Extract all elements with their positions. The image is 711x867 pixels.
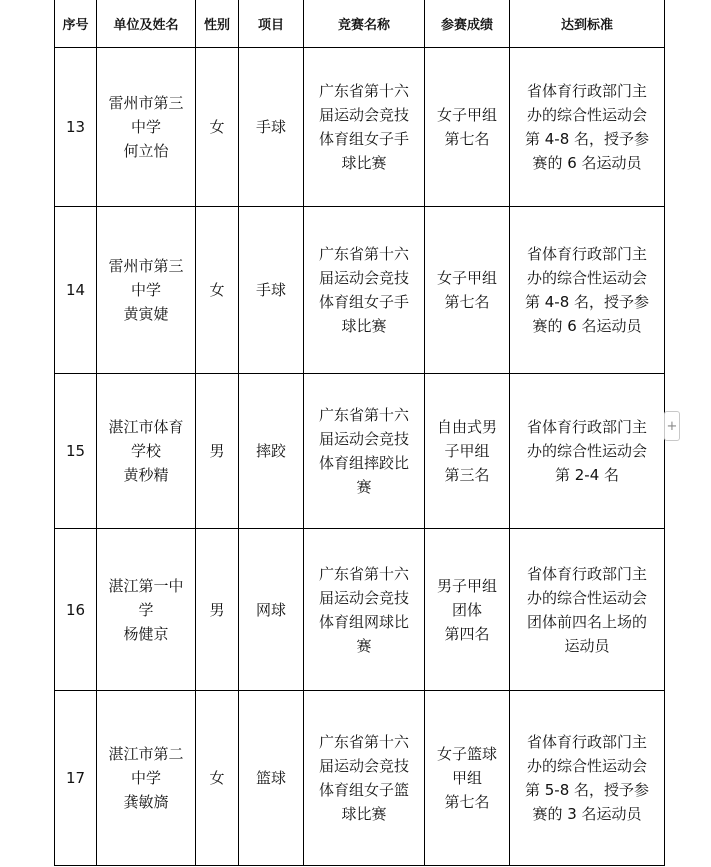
standard-line: 第 5-8 名，授予参 [524,781,650,799]
standard-line: 省体育行政部门主 [526,245,647,263]
standard-line: 省体育行政部门主 [526,418,647,436]
competition-line: 体育组网球比 [318,612,409,631]
header-event: 项目 [239,0,304,48]
unit-line: 学校 [130,442,161,460]
cell-standard [510,207,665,374]
table-row [55,374,665,529]
standard-line: 办的综合性运动会 [526,269,647,287]
athlete-name: 黄寅婕 [123,305,169,323]
result-line: 男子甲组 [436,576,497,595]
table-row [55,529,665,691]
cell-gender: 女 [196,691,239,866]
competition-line: 广东省第十六 [318,564,409,583]
standard-line: 团体前四名上场的 [526,612,647,631]
competition-line: 赛 [356,636,372,655]
standard-line: 赛的 3 名运动员 [532,805,642,823]
unit-line: 学 [138,600,154,619]
unit-line: 中学 [130,769,161,787]
result-line: 自由式男 [436,418,497,436]
standard-line: 省体育行政部门主 [526,564,647,583]
unit-line: 中学 [130,281,161,299]
cell-gender: 女 [196,48,239,207]
cell-standard [510,529,665,691]
competition-line: 球比赛 [341,154,387,172]
competition-line: 届运动会竞技 [318,757,409,775]
unit-line: 雷州市第三 [108,94,184,112]
competition-line: 届运动会竞技 [318,588,409,607]
competition-line: 赛 [356,478,372,496]
header-gender: 性别 [196,0,239,48]
cell-competition [304,48,425,207]
athlete-name: 何立怡 [123,142,169,160]
athlete-name: 杨健京 [123,624,169,643]
unit-line: 湛江第一中 [108,576,184,595]
cell-event: 手球 [239,207,304,374]
result-line: 第七名 [444,793,490,811]
competition-line: 体育组摔跤比 [318,454,409,472]
cell-result [425,529,510,691]
standard-line: 办的综合性运动会 [526,442,647,460]
result-line: 甲组 [451,769,482,787]
standard-line: 省体育行政部门主 [526,733,647,751]
cell-competition [304,691,425,866]
cell-result [425,207,510,374]
athlete-table [54,0,665,866]
unit-line: 中学 [130,118,161,136]
cell-unit-name [97,691,196,866]
header-result: 参赛成绩 [425,0,510,48]
competition-line: 广东省第十六 [318,82,409,100]
cell-result [425,374,510,529]
competition-line: 届运动会竞技 [318,430,409,448]
competition-line: 届运动会竞技 [318,106,409,124]
competition-line: 体育组女子篮 [318,781,409,799]
cell-event: 网球 [239,529,304,691]
standard-line: 办的综合性运动会 [526,106,647,124]
cell-unit-name [97,374,196,529]
competition-line: 届运动会竞技 [318,269,409,287]
cell-unit-name [97,529,196,691]
cell-no: 17 [55,691,97,866]
cell-result [425,48,510,207]
unit-line: 湛江市体育 [108,418,184,436]
cell-no: 16 [55,529,97,691]
cell-event: 手球 [239,48,304,207]
competition-line: 广东省第十六 [318,733,409,751]
competition-line: 广东省第十六 [318,245,409,263]
standard-line: 办的综合性运动会 [526,588,647,607]
header-no: 序号 [55,0,97,48]
cell-event: 摔跤 [239,374,304,529]
cell-standard [510,48,665,207]
header-row [55,0,665,48]
cell-gender: 男 [196,529,239,691]
standard-line: 第 4-8 名，授予参 [524,293,650,311]
cell-standard [510,691,665,866]
header-unit-name: 单位及姓名 [97,0,196,48]
cell-competition [304,529,425,691]
table-row [55,48,665,207]
competition-line: 体育组女子手 [318,293,409,311]
cell-unit-name [97,48,196,207]
table-row [55,691,665,866]
standard-line: 省体育行政部门主 [526,82,647,100]
cell-result [425,691,510,866]
result-line: 子甲组 [444,442,490,460]
athlete-name: 龚敏旖 [123,793,169,811]
cell-standard [510,374,665,529]
unit-line: 雷州市第三 [108,257,184,275]
cell-gender: 女 [196,207,239,374]
add-column-button[interactable] [664,411,680,441]
plus-icon: + [666,419,678,434]
result-line: 第七名 [444,130,490,148]
cell-event: 篮球 [239,691,304,866]
standard-line: 赛的 6 名运动员 [532,317,642,335]
athlete-name: 黄秒精 [123,466,169,484]
standard-line: 办的综合性运动会 [526,757,647,775]
result-line: 女子篮球 [436,745,497,763]
cell-gender: 男 [196,374,239,529]
standard-line: 赛的 6 名运动员 [532,154,642,172]
cell-no: 14 [55,207,97,374]
header-competition: 竞赛名称 [304,0,425,48]
cell-no: 13 [55,48,97,207]
cell-no: 15 [55,374,97,529]
header-standard: 达到标准 [510,0,665,48]
competition-line: 体育组女子手 [318,130,409,148]
result-line: 第四名 [444,624,490,643]
competition-line: 球比赛 [341,317,387,335]
table-row [55,207,665,374]
result-line: 团体 [451,600,482,619]
result-line: 女子甲组 [436,106,497,124]
result-line: 第七名 [444,293,490,311]
cell-competition [304,207,425,374]
result-line: 第三名 [444,466,490,484]
competition-line: 广东省第十六 [318,406,409,424]
standard-line: 第 4-8 名，授予参 [524,130,650,148]
unit-line: 湛江市第二 [108,745,184,763]
result-line: 女子甲组 [436,269,497,287]
cell-competition [304,374,425,529]
standard-line: 运动员 [564,636,610,655]
competition-line: 球比赛 [341,805,387,823]
cell-unit-name [97,207,196,374]
standard-line: 第 2-4 名 [554,466,620,484]
